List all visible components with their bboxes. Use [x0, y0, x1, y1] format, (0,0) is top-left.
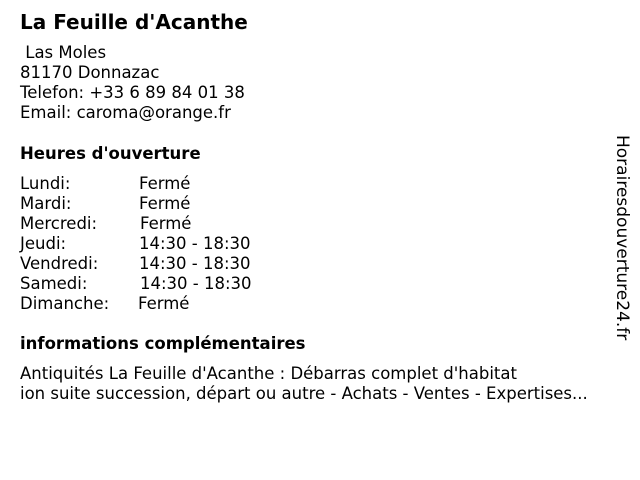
site-credit-vertical: Horairesdouverture24.fr	[612, 135, 632, 341]
hours-value: 14:30 - 18:30	[140, 274, 252, 293]
info-line-1: Antiquités La Feuille d'Acanthe : Débarras complet d'habitat	[20, 364, 517, 383]
address-city: 81170 Donnazac	[20, 63, 160, 82]
hours-value: Fermé	[139, 174, 191, 193]
business-name: La Feuille d'Acanthe	[20, 10, 248, 34]
address-block	[20, 43, 245, 123]
day-label: Mercredi:	[20, 214, 98, 233]
hours-value: Fermé	[139, 194, 191, 213]
info-heading: informations complémentaires	[20, 334, 306, 353]
day-label: Vendredi:	[20, 254, 99, 273]
day-label: Lundi:	[20, 174, 71, 193]
hours-value: Fermé	[138, 294, 190, 313]
hours-value: 14:30 - 18:30	[139, 234, 251, 253]
day-label: Samedi:	[20, 274, 88, 293]
hours-value: 14:30 - 18:30	[139, 254, 251, 273]
day-label: Jeudi:	[20, 234, 67, 253]
day-label: Mardi:	[20, 194, 72, 213]
hours-value: Fermé	[140, 214, 192, 233]
hours-heading: Heures d'ouverture	[20, 144, 201, 163]
address-street: Las Moles	[20, 43, 107, 62]
day-label: Dimanche:	[20, 294, 110, 313]
info-line-2: ion suite succession, départ ou autre - Achats - Ventes - Expertises...	[20, 384, 588, 403]
email-line: Email: caroma@orange.fr	[20, 103, 231, 122]
phone-line: Telefon: +33 6 89 84 01 38	[20, 83, 245, 102]
info-text	[20, 364, 588, 404]
